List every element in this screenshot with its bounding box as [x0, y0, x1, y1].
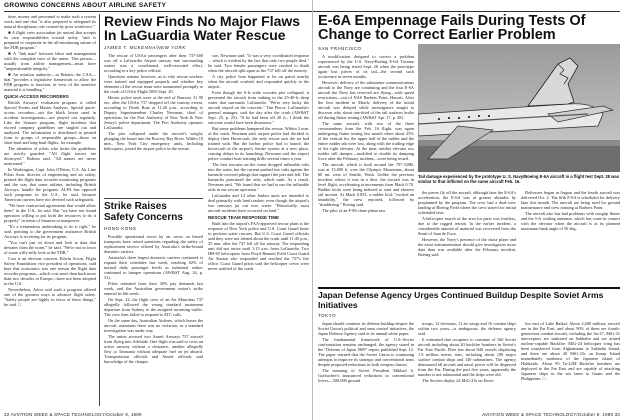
lax-para: LaGuardia and 14 other harbor units are intended to deal primarily with land crashes, even though the airport's two runways jut out over water. "Historically, most aircraft incidents have occurred on land.": [208, 193, 309, 213]
left-para: "You can't just sit down and look at data that deviates from the norm," he said. "We're not in favor of some willy-nilly look at the FDR.": [4, 240, 96, 255]
lax-para: cue, Newman said. "It was a very coordinated response ... which is evident by the fact that only two people died," he said. Two female passengers were crushed to death when the aircraft split apart as the 737 fell off the runway.: [208, 53, 309, 73]
japan-column-3: [521, 321, 620, 407]
japan-para: It estimated that recapture to continue of 160 Soviet aircraft including about 20 backfire bombers in Soviet's Far East Pacific Fleet has about 840 vessels displacing 1.9 million metric tons, including about 100 major surface combat ships and 140 submarines. The agency denounced all aircraft and naval power will be dispersed from the Far. During the past five years, apparently the number is not substantial and the ships were old.: [418, 337, 516, 377]
left-para: Nevertheless, Arbor said such a program offered one of the greatest ways to advance flight safety. "Safety people are highly in favor of these things," he said. □: [4, 287, 96, 307]
lax-byline: JAMES T. MCKENNA/NEW YORK: [104, 45, 186, 50]
left-para: time, money and personnel to make such a system work, and one that "is also prepared to safeguard its natural disciplinary role created by prior workforce.": [4, 14, 96, 29]
footer-left: 32 AVIATION WEEK & SPACE TECHNOLOGY/October 9, 1989: [4, 412, 142, 417]
page-gutter: [312, 0, 313, 420]
e6a-para: The aircraft, which is built around the 707-320B, was at 15,000 ft. over the Olympic Mountains, about 60 mi. west of Seattle, Wash. Unlike the previous incident, where it was in a dive, the aircraft was in level flight, accelerating at increments from Mach 0.70. Rudder kicks were being induced to start and observe tail motion. At Mach 0.853, a rudder kick "excited an instability," the crew reported, followed by "shuddering." Boeing said.: [318, 162, 414, 207]
e6a-para: A modification designed to correct a problem experienced by the U.S. Navy/Boeing E-6A Tacamo aircraft was being tested Sept. 28 when the prototype again lost pieces of its tail—the second such occurrence in seven months.: [318, 54, 414, 79]
lax-para: Hector police units were at the end of Runway 31 90 sec. after the USAir 737 dropped off the runway extent, according to Derek Ruiz at 11:20 p.m., according to Deputy Superintendent Charles Newman, chief of operations for the Port Authority of New York & New Jersey's police department. The Port Authority operates LaGuardia.: [104, 95, 203, 130]
left-para: Cost is an obvious concern. Edwin Acton, Flight Safety Foundation vice president of operations, said here that economics was one reason the flight data recorder programs—which cost more than back more than two decades in Europe—have not been adopted in the U.S.: [4, 256, 96, 286]
japan-para: The Soviets deploy 24 MiG-23s on Etoro-: [422, 378, 495, 383]
sidebar-para: Australia's three largest domestic carriers continued to expand their schedules last week, reaching 62% of normal daily passenger levels as industrial strikes continued to hamper operations (AW&ST Aug. 24, p. 31).: [104, 255, 203, 280]
lax-column-1: [104, 53, 203, 195]
e6a-column-2: [418, 190, 516, 284]
e6a-para: the pieces fly off the aircraft, although later the E-6A's acceleration, the E-6A was at greater altitudes by preplanned by the program. The crew had a dual-crew landing at Boeing Field where the crew stayed for initial scheduled tests.: [418, 190, 516, 215]
e6a-para: However, the Navy's presence of the chase plane and the extra instrumentation should give investigators more data than was available after the February incident, Boeing said.: [418, 237, 516, 257]
left-para: "We have contractual agreements that would allow them" in the U.S., he said. But "we have not found operators willing to put forth the resources to do it properly" in terms of finances or manpower.: [4, 203, 96, 223]
left-subheading: QUICK-ACCESS RECORDERS: [4, 94, 69, 99]
e6a-para: The same aircraft, with two of the three crewmembers from the Feb. 16 flight, was again undergoing flutter testing last month when about 25% of the vertical fin, the upper half of the rudder and the entire rudder tab were lost, along with the trailing edge of the right elevator. At the time, neither elevator nor rudder still damper—modified to double its damping force after the February incident—were being tested.: [318, 121, 414, 161]
japan-headline: Japan Defense Agency Urges Continued Buildup Despite Soviet Arms Initiatives: [318, 290, 604, 310]
left-para: ■ A "link man" between labor and management with the complete trust of the union. This person—usually from airline management—must have "unquestionable integrity.": [4, 51, 96, 71]
e6a-dateline: SAN FRANCISCO: [318, 46, 362, 51]
lax-para: A city police boat happened to be on patrol nearby when the aircraft crashed, and responded quickly to the airport.: [208, 74, 309, 89]
e6a-para: The pilot of an F-86 chase plane saw: [322, 208, 386, 213]
e6a-para: However, delivery of the submarine communications aircraft to the Navy are continuing and the four E-6A aircraft the Navy has received are flying—with speed restrictions—out of NAS Barbers Point, Hawaii. After the first incident in March, delivery of the initial aircraft was delayed while investigators sought to discover why about one-third of the tail surfaces broke off during flutter testing (AW&ST Apr. 17, p. 28).: [318, 80, 414, 120]
japan-para: fuo east of Lake Baikal. About 2,400 military aircraft are in the Far East, and about 90% of them are fourth-generation combat aircraft, including the Su-27, MiG-31 interceptors are stationed on Sakhalin and are armed nuclear-capable Backfire. MiG-24 helicopter wing has been transferred from Afghanistan to Sakhalin Island, and there are about 40 MiG-23s on Iturup Island immediately northeast of the Japanese island of Hokkaido. About 85 Tu-22M Backfire bombers are deployed to the Far East and are capable of attacking Japanese ships in the sea lanes to Guam and the Philippines. □: [521, 321, 620, 381]
sidebar-para: On Sept. 22, the flight crew of an Air Mauritius 737 allegedly followed the wrong standard instrument departure from Sydney to the assigned incoming traffic. The crew then failed to respond to ATC calls.: [104, 297, 203, 317]
section-header: GROWING CONCERNS ABOUT AIRLINE SAFETY: [4, 2, 167, 9]
lax-headline: Review Finds No Major Flaws In LaGuardia Water Rescue: [104, 13, 301, 43]
tail-damage-illustration: [418, 44, 620, 172]
footer-right: AVIATION WEEK & SPACE TECHNOLOGY/October 9, 1989 33: [482, 412, 620, 417]
lax-para: The pier collapsed under the aircraft's weight, plunging the board into the Bowery Bay River. Within 10 min., New York City emergency units, including helicopters, joined the airport police in the rescue.: [104, 131, 203, 151]
sidebar-dateline: HONG KONG: [104, 226, 137, 231]
lax-para: Built into the airport's FAA-approved rescue plans is the response of New York police and U.S. Coast Guard boats to perform water rescues. But U.S. Coast Guard officials said they were not alerted about the crash until 11:45 p.m., 25 min. after the 737 fell off the runway. The responding unit did not arrive until 1:15 a.m. from LaGuardia. Two HH-65 helicopters from Floyd Bennett Field Coast Guard Air Station also responded and reached the 737's fire office. Coast Guard pilots said the helicopter crews were never notified of the crash.: [208, 221, 309, 271]
japan-top-rule: [318, 287, 620, 289]
sidebar-para: The union accused two Ansett Airways 737 aircraft from flying into Adelaide. One flight was said to cross an active runway without a clearance, another allegedly flew to Tasmania without adequate fuel on jet aboard. Transportation officials and Ansett officials said knowledge of the charges.: [104, 334, 203, 364]
sidebar-para: Possible operational errors by air crews on leased transports have raised questions regarding the safety of replacement service offered by Australia's strike-bound domestic carriers.: [104, 234, 203, 254]
japan-para: The meaning of Soviet President Mikhail S. Gorbachev's announced reductions in conventional forces—500,000 ground: [318, 368, 414, 383]
e6a-para: The aircraft also has had problems with wingtip flutter and the 5-ft. trailing antennas, which has come in contact with the elevator when the aircraft is at its planned maximum bank angle of 50 deg.: [521, 211, 620, 231]
e6a-column-1: [318, 54, 414, 284]
sidebar-para: On the same day, Australian Airlines, which leases the aircraft, maintains there was no violation, as a standard investigation was under way.: [104, 318, 203, 333]
left-para: The identities of pilots who broke the guidelines are strictly guarded. "All flight tracers are destroyed," Holtom said. "All names are never mentioned.": [4, 146, 96, 166]
left-para: British Airways' evaluation program is called Special Events and Master Analysis. Special quick-access recorders—not the black boxes used in accident investigations—are played out regularly. Like the Seasam program, flight incidents that exceed company guidelines are singled out and analyzed. The information is distributed in printed form to groups of responsible groups—those on short-haul and long-haul flights, for example.: [4, 100, 96, 145]
e6a-para: Deliveries began in August and the fourth aircraft was delivered Oct. 2. The fifth E-6A is scheduled for delivery later this month. The aircraft are being used for ground maintenance and crew training at Barbers Point.: [521, 190, 620, 210]
lax-para: But some problems hampered the rescue. Within 2 min. of the crash, Newman said, airport police had decided to deploy their Hovercraft, the only rescue unit the air had trained with. But the harbor police had to launch the hovercraft at the airport's fender system at a new place, causing delays in its launching. Newman said the airport police conduct boat training drills several times a year.: [208, 126, 309, 161]
sidebar-headline: Strike Raises Safety Concerns: [104, 201, 183, 223]
lax-column-2: [208, 53, 309, 406]
lax-para: The rescue of USAir passengers after their 737-400 was off a LaGuardia Airport runway into surrounding waters was a coordinated, well-executed effort, according to a key police official.: [104, 53, 203, 73]
lax-para: The first rescuers on the scene dropped inflatable rafts into the water, but the current pushed two rafts against the barnacle-covered pilings that support the pier and fell. The barnacles punctured the rafts, which sank. As a result, Newman said, "We found that we had to use the inflatable rafts in our rescue operation.": [208, 162, 309, 192]
left-para: In Washington, Capt. John O'Brien, U.S. Air Line Pilots Assn. director of engineering and air safety, praised the flight data recorder monitoring programs and the way that some airlines, including British Airways, handle the program. ALPA has opposed such programs in the U.S., he said, because American carriers have not devised such safeguards.: [4, 167, 96, 202]
column-divider: [99, 14, 100, 406]
left-para: "It's a tremendous undertaking to do it right," he said, pointing to the government assistance British Airways is receiving for its program.: [4, 224, 96, 239]
left-para: ■ An aviation authority—in Britain, the CAA—that "provides a legislative framework to allow the FDR program to function, in view of the sensitive material it is handling.": [4, 72, 96, 92]
sidebar-column: [104, 234, 203, 406]
japan-column-1: [318, 321, 414, 407]
sidebar-top-rule: [104, 198, 203, 199]
japan-para: troops, 12 divisions, 11 air wings and 16 combat ships within two years—is ambiguous, the defense agency said.: [418, 321, 516, 336]
left-column: [4, 14, 96, 406]
japan-para: Japan should continue its defense buildup despite the Soviet Union's political and arms control initiatives, the Japan Defense Agency said in its annual white paper.: [318, 321, 414, 336]
japan-para: The fundamental framework of U.S.-Soviet confrontation remains unchanged, the agency stated in the "Defense of Japan 1989" report, published Sept. 12. The paper warned that the Soviet Union is continuing attempts to improve its strategic and conventional arms despite proposed reductions in both weapon classes.: [318, 337, 414, 367]
sidebar-para: Pilots retreated from their 30% pay demands last week, and the Australian government union's strike entered its 6th week.: [104, 281, 203, 296]
lax-subheading: RESCUE TEAM RESPONSE TIME: [208, 215, 280, 220]
japan-dateline: TOKYO: [318, 313, 337, 318]
e6a-tail-photo: [418, 44, 620, 172]
japan-column-2: [418, 321, 516, 407]
e6a-para: A helicopter search of the area for parts was fruitless, due to the rugged terrain. In the earlier incident, a considerable amount of material was recovered from the Strait of Juan de Fuca.: [418, 216, 516, 236]
photo-caption: Tail damage experienced by the prototype U. S. Navy/Boeing E-6A aircraft in a flight test Sept. 28 was similar to that inflicted on the same aircraft Feb. 16.: [418, 174, 620, 184]
lax-para: Questions remain, however, as to why rescue workers were trained and equipped properly and whether key elements of the rescue team were summoned promptly to the crash of USAir Flight 5050 Sept. 20.: [104, 74, 203, 94]
e6a-headline: E-6A Empennage Fails During Tests Of Change to Correct Earlier Problem: [318, 13, 586, 43]
lax-para: Even though the 6-ft.-wide wooden pier collapsed, it prevented the aircraft from sinking in the 25-40-ft.-deep water that surrounds LaGuardia. "We're very lucky the aircraft stayed on the concrete," Tim Pierce, LaGuardia's general manager, said the day after the crash (AW&ST Sept. 25, p. 25). "If he had been off 20 ft., I think the outcome would have been disastrous.": [208, 90, 309, 125]
left-para: ■ A flight crew association (or union) that accepts its own responsibilities toward safety "and is prepared to cooperate in the all-monitoring nature of the FDR program.": [4, 30, 96, 50]
e6a-column-3: [521, 190, 620, 284]
